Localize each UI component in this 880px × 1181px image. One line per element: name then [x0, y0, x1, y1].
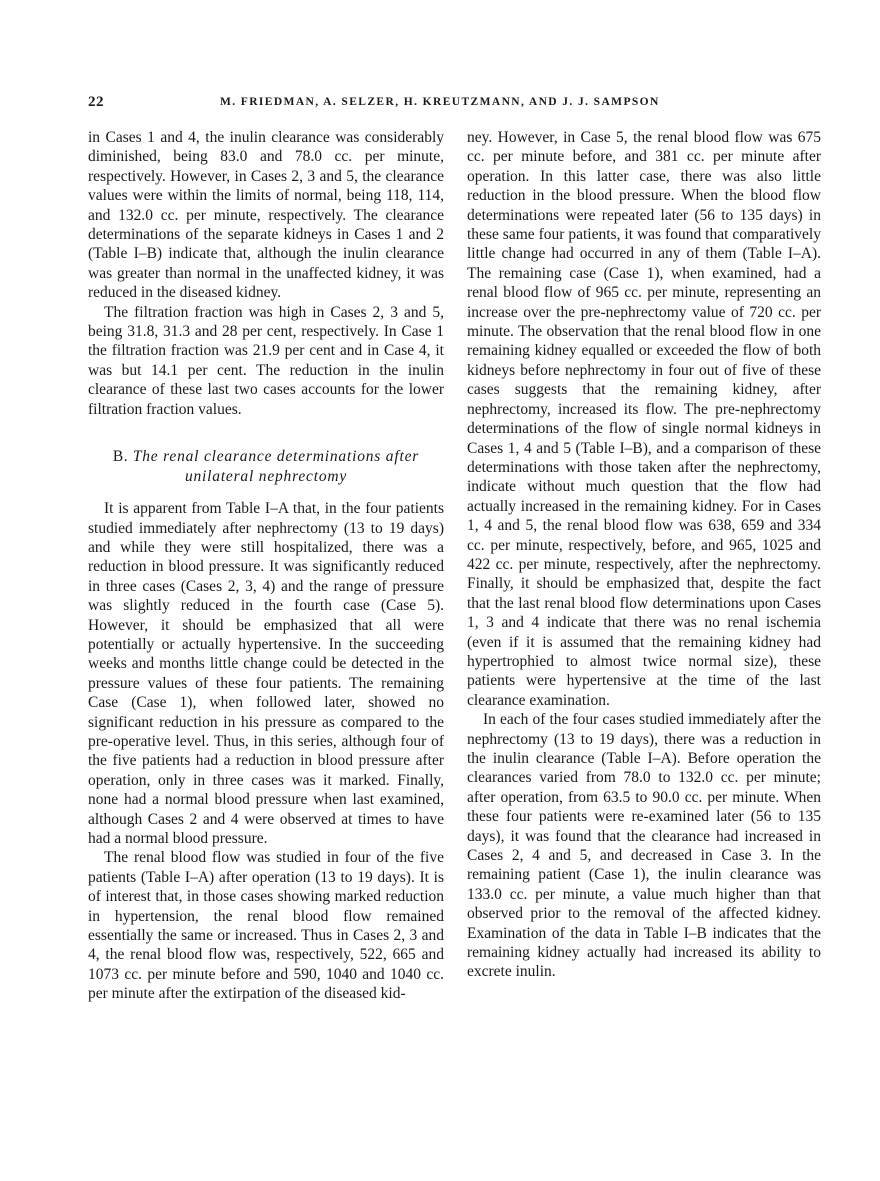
running-head [88, 94, 800, 114]
right-column [467, 128, 821, 982]
paragraph-left-1: in Cases 1 and 4, the inulin clearance was considerably diminished, being 83.0 and 78.0 cc. per minute, respectively. However, in Cases 2, 3 and 5, the clearance values were within the limits of normal, being 118, 114, and 132.0 cc. per minute, respectively. The clearance determinations of the separate kidneys in Cases 1 and 2 (Table I–B) indicate that, although the inulin clearance was greater than normal in the unaffected kidney, it was reduced in the diseased kidney. [88, 129, 444, 302]
left-column [88, 128, 444, 1004]
paragraph-right-1: ney. However, in Case 5, the renal blood flow was 675 cc. per minute before, and 381 cc. per minute after operation. In this latter case, there was also little reduction in the blood pressure. When the blood flow determinations were repeated later (56 to 135 days) in these same four patients, it was found that comparatively little change had occurred in any of them (Table I–A). The remaining case (Case 1), when examined, had a renal blood flow of 965 cc. per minute, representing an increase over the pre-nephrectomy value of 720 cc. per minute. The observation that the renal blood flow in one remaining kidney equalled or exceeded the flow of both kidneys before nephrectomy in four out of five of these cases suggests that the remaining kidney, after nephrectomy, increased its flow. The pre-nephrectomy determinations of the flow of single normal kidneys in Cases 1, 4 and 5 (Table I–B), and a comparison of these determinations with those taken after the nephrectomy, indicate without much question that the flow had actually increased in the remaining kidney. For in Cases 1, 4 and 5, the renal blood flow was 638, 659 and 334 cc. per minute, respectively, before, and 965, 1025 and 422 cc. per minute, respectively, after the nephrectomy. Finally, it should be emphasized that, despite the fact that the last renal blood flow determinations upon Cases 1, 3 and 4 indicate that there was no renal ischemia (even if it is assumed that the remaining kidney had hypertrophied to almost twice normal size), these patients were hypertensive at the time of the last clearance examination. [467, 129, 821, 709]
paragraph-blood-pressure: It is apparent from Table I–A that, in the four patients studied immediately after nephrectomy (13 to 19 days) and while they were still hospitalized, there was a reduction in blood pressure. It was significantly reduced in three cases (Cases 2, 3, 4) and the range of pressure was slightly reduced in the fourth case (Case 5). However, it should be emphasized that all were potentially or actually hypertensive. In the succeeding weeks and months little change could be detected in the pressure values of these four patients. The remaining Case (Case 1), when followed later, showed no significant reduction in his pressure as compared to the pre-operative level. Thus, in this series, although four of the five patients had a reduction in blood pressure after operation, only in three cases was it marked. Finally, none had a normal blood pressure when last examined, although Cases 2 and 4 were observed at times to have had a normal blood pressure. [88, 500, 444, 847]
paragraph-inulin-clearance: In each of the four cases studied immediately after the nephrectomy (13 to 19 days), there was a reduction in the inulin clearance (Table I–A). Before operation the clearances varied from 78.0 to 132.0 cc. per minute; after operation, from 63.5 to 90.0 cc. per minute. When these four patients were re-examined later (56 to 135 days), it was found that the clearance had increased in Cases 2, 4 and 5, and decreased in Case 3. In the remaining patient (Case 1), the inulin clearance was 133.0 cc. per minute, a value much higher than that observed prior to the removal of the affected kidney. Examination of the data in Table I–B indicates that the remaining kidney actually had increased its ability to excrete inulin. [467, 711, 821, 981]
running-head-authors: M. FRIEDMAN, A. SELZER, H. KREUTZMANN, AND J. J. SAMPSON [220, 96, 660, 108]
section-title-line-1: The renal clearance determinations after [132, 448, 420, 466]
paragraph-filtration-fraction: The filtration fraction was high in Cases 2, 3 and 5, being 31.8, 31.3 and 28 per cent, respectively. In Case 1 the filtration fraction was 21.9 per cent and in Case 4, it was but 14.1 per cent. The reduction in the inulin clearance of these last two cases accounts for the lower filtration fraction values. [88, 303, 444, 418]
section-title-line-2: unilateral nephrectomy [184, 468, 348, 486]
section-letter: B. [112, 448, 129, 466]
section-heading-b [88, 447, 444, 487]
page-number: 22 [88, 94, 104, 110]
paragraph-renal-blood-flow: The renal blood flow was studied in four of the five patients (Table I–A) after operation (13 to 19 days). It is of interest that, in those cases showing marked reduction in hypertension, the renal blood flow remained essentially the same or increased. Thus in Cases 2, 3 and 4, the renal blood flow was, respectively, 522, 665 and 1073 cc. per minute before and 590, 1040 and 1040 cc. per minute after the extirpation of the diseased kid- [88, 849, 444, 1003]
